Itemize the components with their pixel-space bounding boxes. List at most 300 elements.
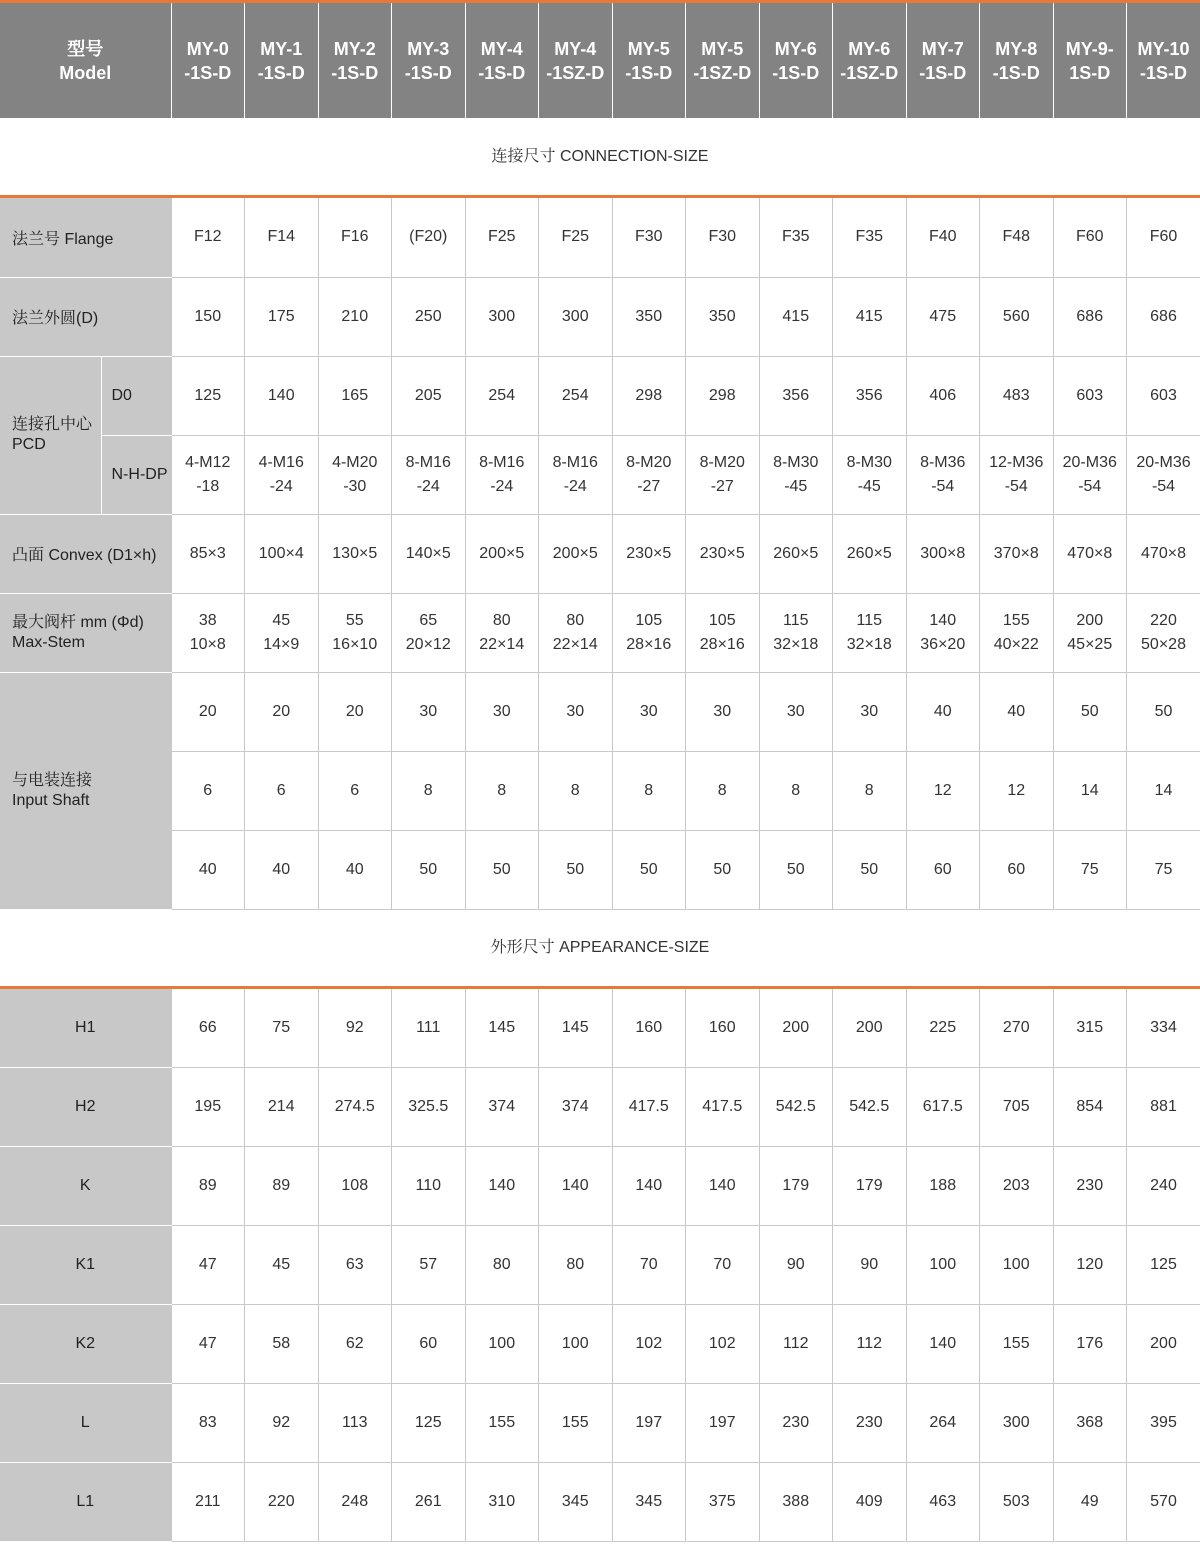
model-header-cell: [318, 3, 392, 118]
d0-cell: 298: [612, 356, 686, 435]
convex-cell: 200×5: [465, 514, 539, 593]
input-shaft-cell: 50: [539, 830, 613, 909]
appearance-cell: 179: [833, 1147, 907, 1226]
d0-cell: 603: [1053, 356, 1127, 435]
table-row: [0, 435, 1200, 514]
flange-cell: F30: [686, 198, 760, 277]
model-name-line-2: -1S-D: [772, 62, 820, 83]
appearance-cell: 230: [1053, 1147, 1127, 1226]
max-stem-cell: [539, 593, 613, 672]
max-stem-cell-line-2: 14×9: [263, 635, 300, 653]
appearance-cell: 140: [686, 1147, 760, 1226]
appearance-cell: 145: [465, 989, 539, 1068]
appearance-cell: 375: [686, 1463, 760, 1542]
nhdp-cell-line-2: -24: [490, 477, 514, 495]
appearance-cell: 49: [1053, 1463, 1127, 1542]
appearance-cell: 113: [318, 1384, 392, 1463]
model-header-cell: [686, 3, 760, 118]
appearance-cell: 388: [759, 1463, 833, 1542]
model-name-line-1: MY-5: [627, 38, 670, 59]
appearance-cell: 58: [245, 1305, 319, 1384]
input-shaft-label-en: Input Shaft: [12, 791, 90, 809]
model-label-en: Model: [59, 62, 112, 83]
convex-cell: 260×5: [833, 514, 907, 593]
flange-od-cell: 686: [1053, 277, 1127, 356]
max-stem-cell-line-2: 36×20: [920, 635, 966, 653]
input-shaft-cell: 50: [1053, 672, 1127, 751]
appearance-cell: 62: [318, 1305, 392, 1384]
input-shaft-cell: 40: [171, 830, 245, 909]
model-name-line-2: -1S-D: [257, 62, 305, 83]
flange-od-cell: 150: [171, 277, 245, 356]
d0-cell: 140: [245, 356, 319, 435]
appearance-cell: 179: [759, 1147, 833, 1226]
flange-od-cell: 300: [539, 277, 613, 356]
model-name-line-2: -1S-D: [331, 62, 379, 83]
model-header-cell: [539, 3, 613, 118]
model-name-line-1: MY-3: [407, 38, 450, 59]
max-stem-cell: [906, 593, 980, 672]
appearance-cell: 140: [539, 1147, 613, 1226]
flange-cell: F25: [465, 198, 539, 277]
d0-cell: 165: [318, 356, 392, 435]
input-shaft-cell: 60: [980, 830, 1054, 909]
nhdp-cell-line-2: -54: [931, 477, 955, 495]
max-stem-cell-line-2: 22×14: [552, 635, 598, 653]
appearance-cell: 80: [465, 1226, 539, 1305]
model-name-line-1: MY-9-: [1065, 38, 1114, 59]
row-label-convex: 凸面 Convex (D1×h): [0, 514, 171, 593]
appearance-cell: 100: [465, 1305, 539, 1384]
row-label-h2: H2: [0, 1068, 171, 1147]
max-stem-cell: [245, 593, 319, 672]
appearance-cell: 214: [245, 1068, 319, 1147]
nhdp-cell-line-1: 8-M16: [552, 453, 598, 471]
appearance-cell: 100: [980, 1226, 1054, 1305]
input-shaft-cell: 75: [1053, 830, 1127, 909]
input-shaft-cell: 30: [759, 672, 833, 751]
row-label-k1: K1: [0, 1226, 171, 1305]
max-stem-cell: [318, 593, 392, 672]
flange-cell: F48: [980, 198, 1054, 277]
model-header-cell: [245, 3, 319, 118]
nhdp-cell-line-2: -24: [416, 477, 440, 495]
convex-cell: 140×5: [392, 514, 466, 593]
max-stem-cell-line-1: 80: [566, 611, 585, 629]
input-shaft-cell: 50: [612, 830, 686, 909]
appearance-cell: 47: [171, 1305, 245, 1384]
max-stem-cell: [980, 593, 1054, 672]
nhdp-cell: [392, 435, 466, 514]
model-name-line-2: -1SZ-D: [840, 62, 899, 83]
model-name-line-2: -1S-D: [992, 62, 1040, 83]
max-stem-cell: [465, 593, 539, 672]
model-name-line-1: MY-7: [921, 38, 964, 59]
appearance-cell: 200: [1127, 1305, 1200, 1384]
appearance-cell: 110: [392, 1147, 466, 1226]
appearance-cell: 334: [1127, 989, 1200, 1068]
nhdp-cell: [980, 435, 1054, 514]
input-shaft-cell: 30: [833, 672, 907, 751]
max-stem-cell-line-1: 65: [419, 611, 438, 629]
max-stem-cell-line-2: 50×28: [1141, 635, 1186, 653]
flange-od-cell: 300: [465, 277, 539, 356]
appearance-cell: 112: [759, 1305, 833, 1384]
d0-cell: 483: [980, 356, 1054, 435]
appearance-cell: 108: [318, 1147, 392, 1226]
input-shaft-cell: 6: [318, 751, 392, 830]
appearance-cell: 140: [906, 1305, 980, 1384]
model-name-line-2: -1S-D: [625, 62, 673, 83]
model-header-cell: [759, 3, 833, 118]
convex-cell: 100×4: [245, 514, 319, 593]
flange-cell: F35: [833, 198, 907, 277]
appearance-cell: 345: [539, 1463, 613, 1542]
max-stem-cell-line-1: 200: [1076, 611, 1104, 629]
input-shaft-cell: 8: [465, 751, 539, 830]
d0-cell: 125: [171, 356, 245, 435]
table-row: [0, 356, 1200, 435]
appearance-cell: 248: [318, 1463, 392, 1542]
appearance-cell: 300: [980, 1384, 1054, 1463]
max-stem-cell-line-1: 155: [1002, 611, 1030, 629]
appearance-cell: 881: [1127, 1068, 1200, 1147]
table-row: [0, 1305, 1200, 1384]
input-shaft-cell: 20: [245, 672, 319, 751]
appearance-cell: 125: [392, 1384, 466, 1463]
convex-cell: 230×5: [686, 514, 760, 593]
table-row: [0, 672, 1200, 751]
input-shaft-cell: 40: [245, 830, 319, 909]
nhdp-cell-line-1: 12-M36: [989, 453, 1044, 471]
input-shaft-cell: 14: [1053, 751, 1127, 830]
nhdp-cell: [245, 435, 319, 514]
nhdp-cell: [318, 435, 392, 514]
nhdp-cell: [539, 435, 613, 514]
max-stem-cell-line-2: 22×14: [479, 635, 525, 653]
appearance-cell: 220: [245, 1463, 319, 1542]
nhdp-cell-line-2: -27: [637, 477, 661, 495]
flange-cell: F35: [759, 198, 833, 277]
nhdp-cell-line-1: 8-M30: [846, 453, 892, 471]
appearance-cell: 417.5: [612, 1068, 686, 1147]
flange-cell: F60: [1053, 198, 1127, 277]
max-stem-cell-line-2: 20×12: [405, 635, 451, 653]
convex-cell: 200×5: [539, 514, 613, 593]
d0-cell: 205: [392, 356, 466, 435]
convex-cell: 470×8: [1053, 514, 1127, 593]
max-stem-cell-line-2: 28×16: [626, 635, 672, 653]
appearance-cell: 47: [171, 1226, 245, 1305]
max-stem-cell: [1127, 593, 1200, 672]
nhdp-cell: [833, 435, 907, 514]
model-header-cell: [171, 3, 245, 118]
appearance-cell: 90: [759, 1226, 833, 1305]
max-stem-cell: [392, 593, 466, 672]
model-name-line-2: -1S-D: [184, 62, 232, 83]
model-name-line-1: MY-0: [186, 38, 229, 59]
model-name-line-1: MY-10: [1137, 38, 1190, 59]
appearance-cell: 617.5: [906, 1068, 980, 1147]
model-header-cell: [392, 3, 466, 118]
appearance-cell: 90: [833, 1226, 907, 1305]
max-stem-cell: [833, 593, 907, 672]
appearance-cell: 264: [906, 1384, 980, 1463]
input-shaft-cell: 50: [1127, 672, 1200, 751]
d0-cell: 356: [833, 356, 907, 435]
appearance-cell: 83: [171, 1384, 245, 1463]
appearance-cell: 315: [1053, 989, 1127, 1068]
appearance-cell: 92: [245, 1384, 319, 1463]
nhdp-cell-line-1: 4-M12: [185, 453, 231, 471]
nhdp-cell: [759, 435, 833, 514]
table-row: [0, 1384, 1200, 1463]
input-shaft-cell: 40: [318, 830, 392, 909]
nhdp-cell-line-2: -30: [343, 477, 367, 495]
max-stem-cell: [686, 593, 760, 672]
convex-cell: 230×5: [612, 514, 686, 593]
max-stem-label-cn: 最大阀杆 mm (Φd): [12, 613, 144, 631]
table-row: [0, 1226, 1200, 1305]
model-name-line-1: MY-6: [774, 38, 817, 59]
input-shaft-cell: 60: [906, 830, 980, 909]
nhdp-cell: [171, 435, 245, 514]
max-stem-cell-line-1: 115: [782, 611, 809, 629]
appearance-cell: 542.5: [833, 1068, 907, 1147]
appearance-cell: 57: [392, 1226, 466, 1305]
appearance-cell: 70: [686, 1226, 760, 1305]
input-shaft-cell: 30: [465, 672, 539, 751]
nhdp-cell: [1127, 435, 1200, 514]
convex-cell: 300×8: [906, 514, 980, 593]
input-shaft-cell: 40: [980, 672, 1054, 751]
row-label-input-shaft: [0, 672, 171, 909]
input-shaft-cell: 12: [906, 751, 980, 830]
max-stem-cell-line-1: 80: [492, 611, 511, 629]
flange-od-cell: 686: [1127, 277, 1200, 356]
appearance-cell: 197: [686, 1384, 760, 1463]
nhdp-cell-line-2: -45: [784, 477, 808, 495]
max-stem-cell-line-1: 38: [198, 611, 217, 629]
max-stem-cell-line-1: 140: [929, 611, 957, 629]
d0-cell: 298: [686, 356, 760, 435]
appearance-cell: 503: [980, 1463, 1054, 1542]
d0-cell: 356: [759, 356, 833, 435]
input-shaft-cell: 50: [465, 830, 539, 909]
appearance-cell: 125: [1127, 1226, 1200, 1305]
appearance-cell: 160: [612, 989, 686, 1068]
appearance-cell: 417.5: [686, 1068, 760, 1147]
appearance-cell: 63: [318, 1226, 392, 1305]
appearance-cell: 75: [245, 989, 319, 1068]
max-stem-cell-line-1: 55: [345, 611, 364, 629]
pcd-label-cn: 连接孔中心: [12, 416, 93, 433]
table-row: [0, 277, 1200, 356]
appearance-cell: 160: [686, 989, 760, 1068]
convex-cell: 470×8: [1127, 514, 1200, 593]
appearance-cell: 240: [1127, 1147, 1200, 1226]
nhdp-cell-line-1: 8-M20: [626, 453, 672, 471]
flange-od-cell: 475: [906, 277, 980, 356]
input-shaft-cell: 30: [686, 672, 760, 751]
flange-od-cell: 560: [980, 277, 1054, 356]
table-row: [0, 514, 1200, 593]
appearance-cell: 89: [245, 1147, 319, 1226]
nhdp-cell-line-2: -45: [857, 477, 881, 495]
flange-od-cell: 210: [318, 277, 392, 356]
appearance-cell: 368: [1053, 1384, 1127, 1463]
max-stem-cell: [759, 593, 833, 672]
model-name-line-2: -1SZ-D: [546, 62, 605, 83]
nhdp-cell-line-1: 8-M16: [479, 453, 525, 471]
input-shaft-cell: 75: [1127, 830, 1200, 909]
appearance-cell: 203: [980, 1147, 1054, 1226]
nhdp-cell-line-1: 8-M30: [773, 453, 819, 471]
row-label-flange-od: 法兰外圆(D): [0, 277, 171, 356]
input-shaft-cell: 20: [318, 672, 392, 751]
nhdp-cell-line-1: 4-M20: [332, 453, 378, 471]
nhdp-cell-line-2: -18: [196, 477, 220, 495]
appearance-cell: 195: [171, 1068, 245, 1147]
model-name-line-1: MY-8: [995, 38, 1038, 59]
flange-cell: F16: [318, 198, 392, 277]
appearance-cell: 463: [906, 1463, 980, 1542]
max-stem-cell: [612, 593, 686, 672]
row-label-k: K: [0, 1147, 171, 1226]
max-stem-cell: [1053, 593, 1127, 672]
appearance-size-table: [0, 989, 1200, 1543]
model-name-line-2: -1S-D: [404, 62, 452, 83]
row-label-l: L: [0, 1384, 171, 1463]
model-name-line-1: MY-6: [848, 38, 891, 59]
appearance-cell: 60: [392, 1305, 466, 1384]
flange-od-cell: 350: [686, 277, 760, 356]
max-stem-label-en: Max-Stem: [12, 633, 85, 651]
appearance-cell: 112: [833, 1305, 907, 1384]
input-shaft-cell: 6: [171, 751, 245, 830]
d0-cell: 254: [465, 356, 539, 435]
nhdp-cell-line-1: 20-M36: [1136, 453, 1191, 471]
input-shaft-cell: 40: [906, 672, 980, 751]
flange-od-cell: 415: [759, 277, 833, 356]
nhdp-cell: [465, 435, 539, 514]
input-shaft-cell: 50: [759, 830, 833, 909]
appearance-cell: 395: [1127, 1384, 1200, 1463]
appearance-cell: 274.5: [318, 1068, 392, 1147]
appearance-cell: 102: [612, 1305, 686, 1384]
appearance-cell: 374: [465, 1068, 539, 1147]
d0-cell: 603: [1127, 356, 1200, 435]
appearance-cell: 200: [759, 989, 833, 1068]
appearance-cell: 230: [833, 1384, 907, 1463]
flange-cell: F12: [171, 198, 245, 277]
appearance-cell: 89: [171, 1147, 245, 1226]
appearance-cell: 176: [1053, 1305, 1127, 1384]
input-shaft-cell: 6: [245, 751, 319, 830]
max-stem-cell-line-1: 105: [635, 611, 663, 629]
input-shaft-cell: 8: [612, 751, 686, 830]
appearance-cell: 45: [245, 1226, 319, 1305]
nhdp-cell: [686, 435, 760, 514]
input-shaft-cell: 14: [1127, 751, 1200, 830]
max-stem-cell-line-2: 32×18: [773, 635, 819, 653]
input-shaft-cell: 8: [759, 751, 833, 830]
input-shaft-cell: 30: [539, 672, 613, 751]
appearance-cell: 200: [833, 989, 907, 1068]
appearance-cell: 102: [686, 1305, 760, 1384]
nhdp-cell-line-2: -54: [1151, 477, 1176, 495]
model-name-line-1: MY-1: [260, 38, 303, 59]
appearance-cell: 570: [1127, 1463, 1200, 1542]
model-name-line-1: MY-4: [480, 38, 523, 59]
flange-cell: F60: [1127, 198, 1200, 277]
appearance-cell: 188: [906, 1147, 980, 1226]
appearance-cell: 310: [465, 1463, 539, 1542]
d0-cell: 254: [539, 356, 613, 435]
input-shaft-cell: 8: [539, 751, 613, 830]
max-stem-cell-line-2: 45×25: [1067, 635, 1113, 653]
nhdp-cell: [906, 435, 980, 514]
input-shaft-cell: 8: [833, 751, 907, 830]
appearance-cell: 270: [980, 989, 1054, 1068]
pcd-label-en: PCD: [12, 436, 46, 453]
connection-section-title: 连接尺寸 CONNECTION-SIZE: [491, 148, 709, 165]
max-stem-cell-line-2: 32×18: [846, 635, 892, 653]
table-row: [0, 198, 1200, 277]
row-label-pcd: [0, 356, 101, 514]
max-stem-cell-line-1: 220: [1150, 611, 1177, 629]
appearance-cell: 145: [539, 989, 613, 1068]
table-row: [0, 1068, 1200, 1147]
model-name-line-2: -1S-D: [478, 62, 526, 83]
appearance-cell: 230: [759, 1384, 833, 1463]
appearance-cell: 211: [171, 1463, 245, 1542]
appearance-cell: 155: [980, 1305, 1054, 1384]
input-shaft-cell: 8: [392, 751, 466, 830]
model-name-line-2: 1S-D: [1069, 62, 1111, 83]
convex-cell: 85×3: [171, 514, 245, 593]
model-header-label: [0, 3, 171, 118]
input-shaft-cell: 30: [392, 672, 466, 751]
model-name-line-2: -1S-D: [919, 62, 967, 83]
appearance-section-title: 外形尺寸 APPEARANCE-SIZE: [490, 938, 710, 956]
model-name-line-2: -1SZ-D: [693, 62, 752, 83]
max-stem-cell-line-2: 16×10: [332, 635, 378, 653]
appearance-cell: 155: [465, 1384, 539, 1463]
max-stem-cell-line-1: 105: [708, 611, 736, 629]
table-row: [0, 830, 1200, 909]
d0-cell: 406: [906, 356, 980, 435]
model-name-line-2: -1S-D: [1139, 62, 1187, 83]
nhdp-cell: [1053, 435, 1127, 514]
convex-cell: 130×5: [318, 514, 392, 593]
flange-od-cell: 415: [833, 277, 907, 356]
model-label-cn: 型号: [67, 38, 104, 59]
model-header-cell: [1127, 3, 1200, 118]
model-header-cell: [612, 3, 686, 118]
appearance-cell: 92: [318, 989, 392, 1068]
row-label-flange: 法兰号 Flange: [0, 198, 171, 277]
input-shaft-cell: 50: [686, 830, 760, 909]
input-shaft-cell: 50: [833, 830, 907, 909]
appearance-cell: 409: [833, 1463, 907, 1542]
model-header-cell: [906, 3, 980, 118]
nhdp-cell-line-1: 8-M36: [920, 453, 966, 471]
row-label-h1: H1: [0, 989, 171, 1068]
nhdp-cell-line-2: -24: [269, 477, 293, 495]
row-label-nhdp: N-H-DP: [101, 435, 171, 514]
connection-size-table: [0, 198, 1200, 910]
